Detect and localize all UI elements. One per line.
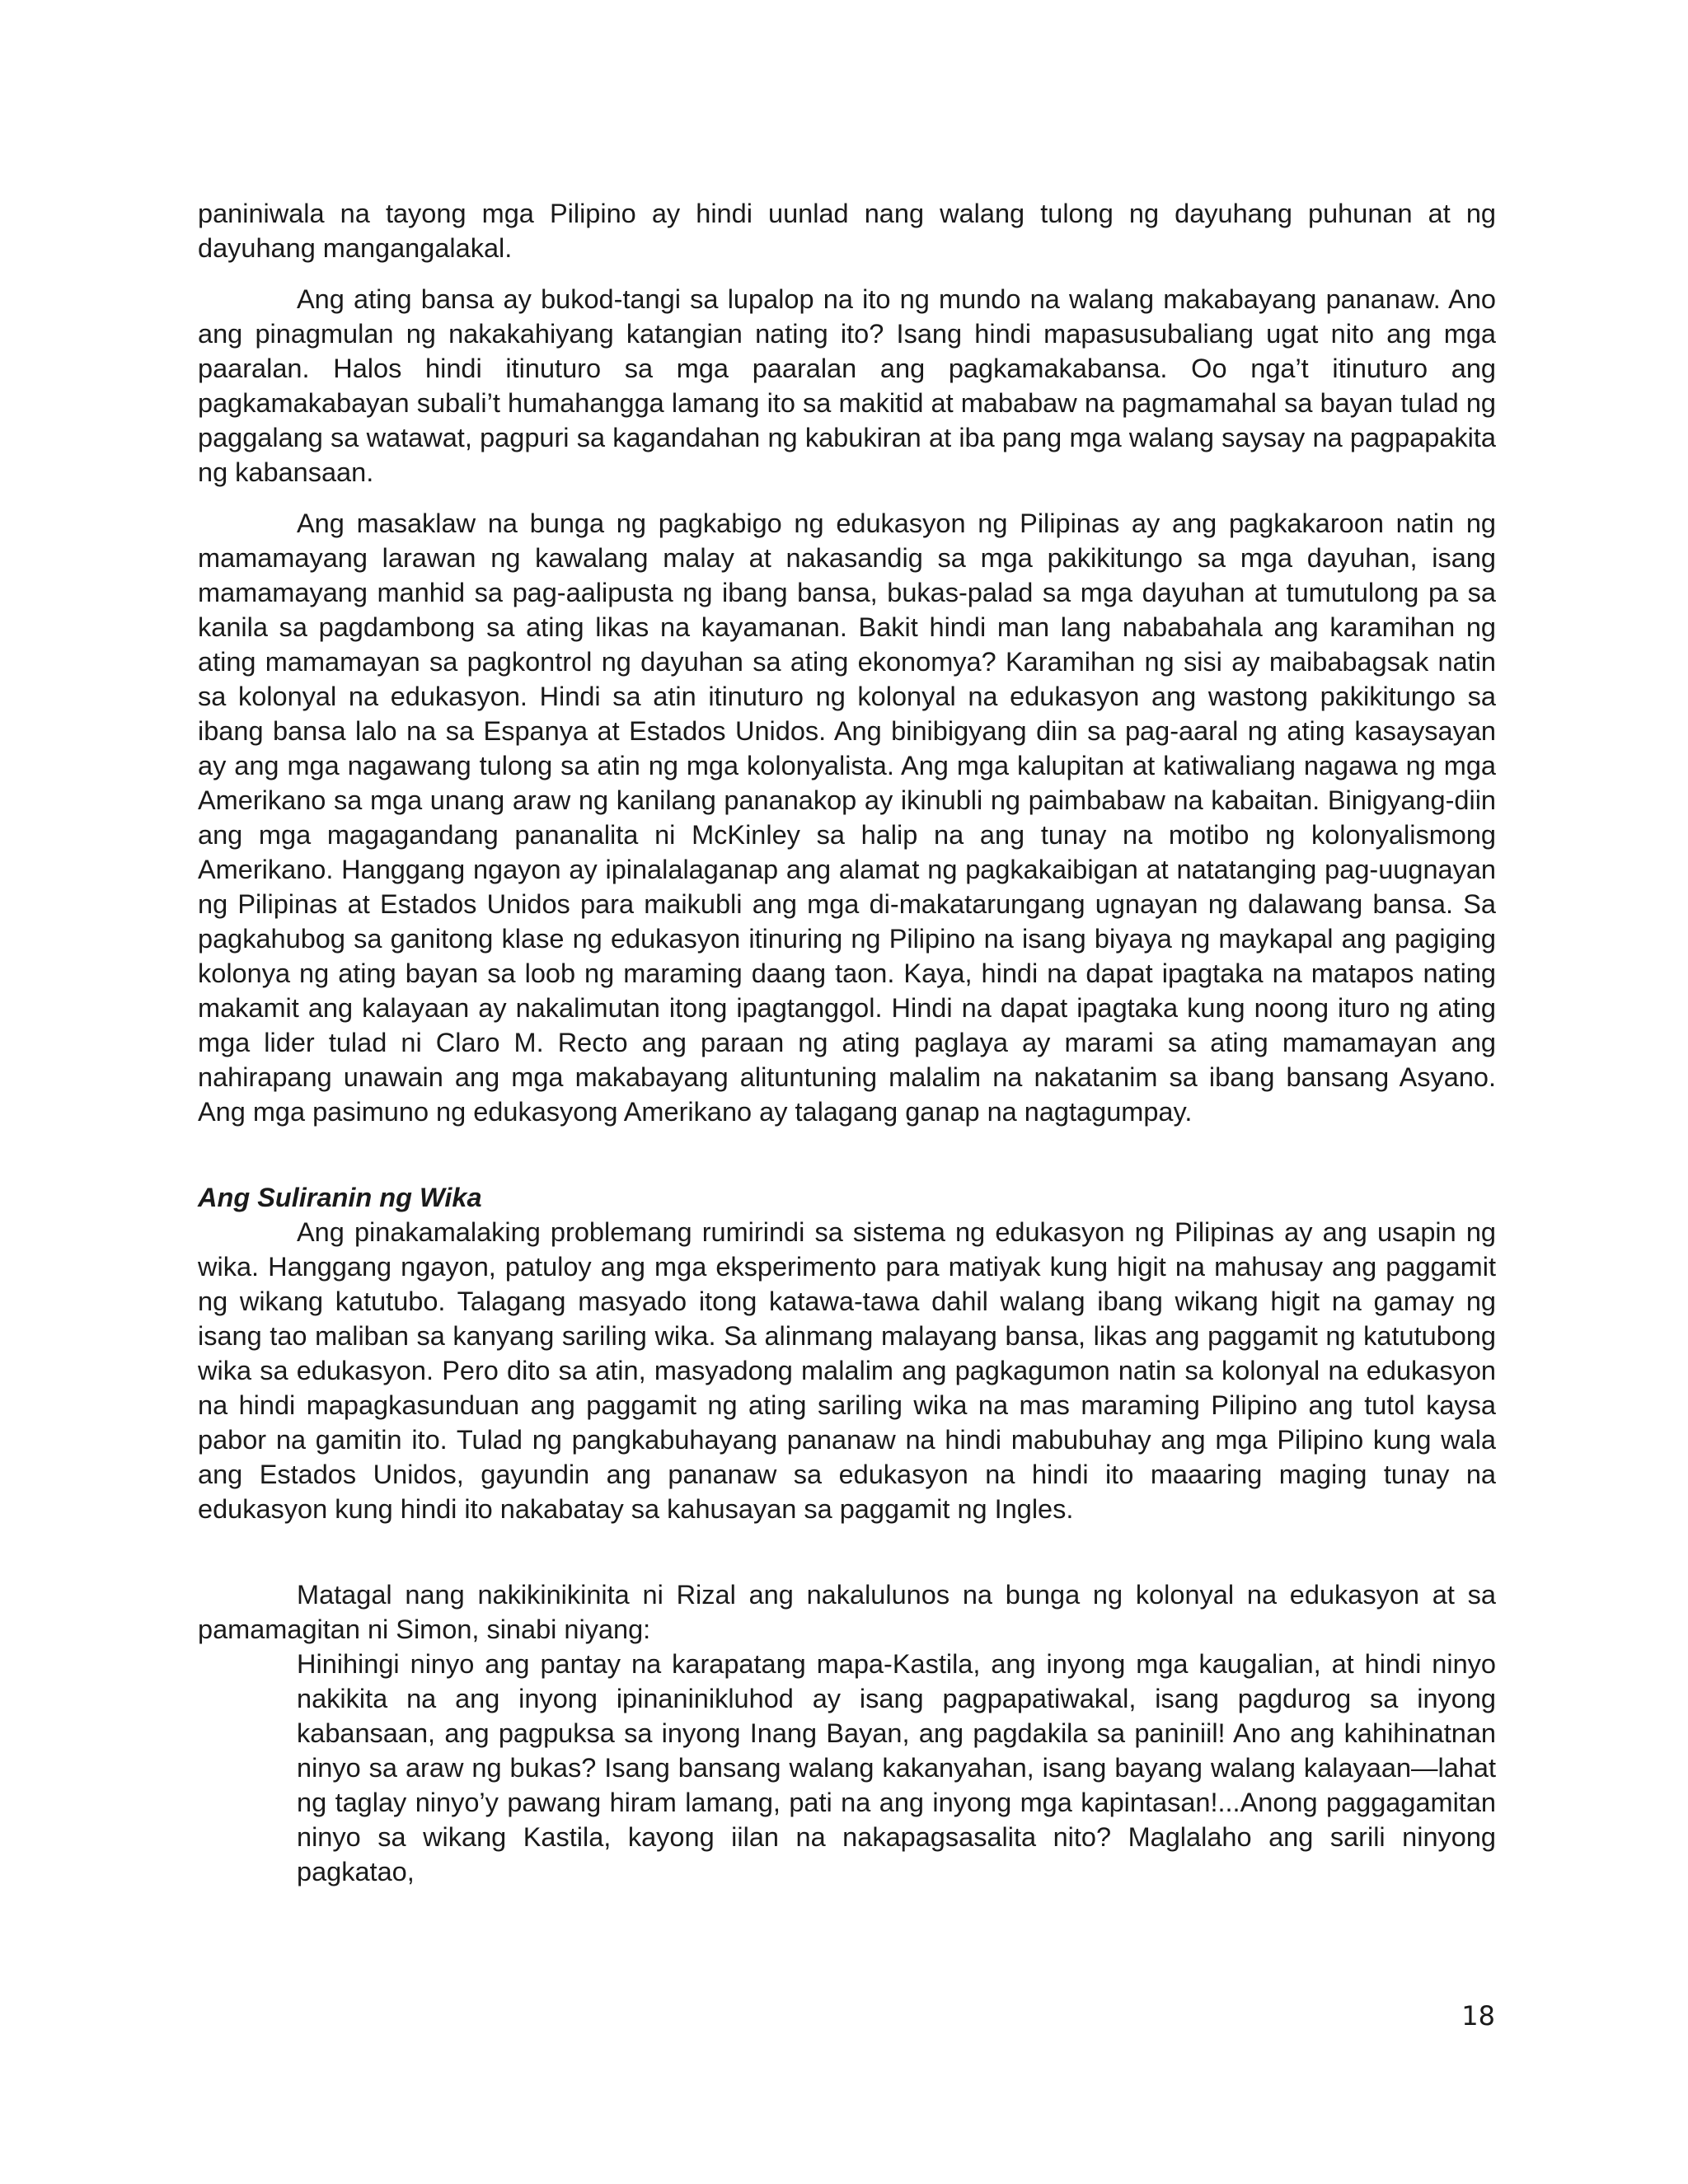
- paragraph-5: Matagal nang nakikinikinita ni Rizal ang nakalulunos na bunga ng kolonyal na edukasyon at sa pamamagitan ni Simon, sinabi niyang:: [198, 1580, 1496, 1644]
- page-number: 18: [1461, 2000, 1495, 2032]
- block-quote: Hinihingi ninyo ang pantay na karapatang mapa-Kastila, ang inyong mga kaugalian, at hindi ninyo nakikita na ang inyong ipinaninikluhod ay isang pagpapatiwakal, isang pagdurog sa inyong kabansaan, ang pagpuksa sa inyong Inang Bayan, ang pagdakila sa paniniil! Ano ang kahihinatnan ninyo sa araw ng bukas? Isang bansang walang kakanyahan, isang bayang walang kalayaan—lahat ng taglay ninyo’y pawang hiram lamang, pati na ang inyong mga kapintasan!...Anong paggagamitan ninyo sa wikang Kastila, kayong iilan na nakapagsasalita nito? Maglalaho ang sarili ninyong pagkatao,: [297, 1649, 1496, 1886]
- paragraph-1: paniniwala na tayong mga Pilipino ay hindi uunlad nang walang tulong ng dayuhang puhunan at ng dayuhang mangangalakal.: [198, 199, 1496, 263]
- section-heading: Ang Suliranin ng Wika: [198, 1183, 482, 1212]
- document-page: [198, 196, 1496, 1889]
- paragraph-2: Ang ating bansa ay bukod-tangi sa lupalop na ito ng mundo na walang makabayang pananaw. Ano ang pinagmulan ng nakakahiyang katangian nating ito? Isang hindi mapasusubaliang ugat nito ang mga paaralan. Halos hindi itinuturo sa mga paaralan ang pagkamakabansa. Oo nga’t itinuturo ang pagkamakabayan subali’t humahangga lamang ito sa makitid at mababaw na pagmamahal sa bayan tulad ng paggalang sa watawat, pagpuri sa kagandahan ng kabukiran at iba pang mga walang saysay na pagpapakita ng kabansaan.: [198, 284, 1496, 487]
- paragraph-4: Ang pinakamalaking problemang rumirindi sa sistema ng edukasyon ng Pilipinas ay ang usapin ng wika. Hanggang ngayon, patuloy ang mga eksperimento para matiyak kung higit na mahusay ang paggamit ng wikang katutubo. Talagang masyado itong katawa-tawa dahil walang ibang wikang higit na gamay ng isang tao maliban sa kanyang sariling wika. Sa alinmang malayang bansa, likas ang paggamit ng katutubong wika sa edukasyon. Pero dito sa atin, masyadong malalim ang pagkagumon natin sa kolonyal na edukasyon na hindi mapagkasunduan ang paggamit ng ating sariling wika na mas maraming Pilipino ang tutol kaysa pabor na gamitin ito. Tulad ng pangkabuhayang pananaw na hindi mabubuhay ang mga Pilipino kung wala ang Estados Unidos, gayundin ang pananaw sa edukasyon na hindi ito maaaring maging tunay na edukasyon kung hindi ito nakabatay sa kahusayan sa paggamit ng Ingles.: [198, 1217, 1496, 1524]
- paragraph-3: Ang masaklaw na bunga ng pagkabigo ng edukasyon ng Pilipinas ay ang pagkakaroon natin ng mamamayang larawan ng kawalang malay at nakasandig sa mga pakikitungo sa mga dayuhan, isang mamamayang manhid sa pag-aalipusta ng ibang bansa, bukas-palad sa mga dayuhan at tumutulong pa sa kanila sa pagdambong sa ating likas na kayamanan. Bakit hindi man lang nababahala ang karamihan ng ating mamamayan sa pagkontrol ng dayuhan sa ating ekonomya? Karamihan ng sisi ay maibabagsak natin sa kolonyal na edukasyon. Hindi sa atin itinuturo ng kolonyal na edukasyon ang wastong pakikitungo sa ibang bansa lalo na sa Espanya at Estados Unidos. Ang binibigyang diin sa pag-aaral ng ating kasaysayan ay ang mga nagawang tulong sa atin ng mga kolonyalista. Ang mga kalupitan at katiwaliang nagawa ng mga Amerikano sa mga unang araw ng kanilang pananakop ay ikinubli ng paimbabaw na kabaitan. Binigyang-diin ang mga magagandang pananalita ni McKinley sa halip na ang tunay na motibo ng kolonyalismong Amerikano. Hanggang ngayon ay ipinalalaganap ang alamat ng pagkakaibigan at natatanging pag-uugnayan ng Pilipinas at Estados Unidos para maikubli ang mga di-makatarungang ugnayan ng dalawang bansa. Sa pagkahubog sa ganitong klase ng edukasyon itinuring ng Pilipino na isang biyaya ng maykapal ang pagiging kolonya ng ating bayan sa loob ng maraming daang taon. Kaya, hindi na dapat ipagtaka na matapos nating makamit ang kalayaan ay nakalimutan itong ipagtanggol. Hindi na dapat ipagtaka kung noong ituro ng ating mga lider tulad ni Claro M. Recto ang paraan ng ating paglaya ay marami sa ating mamamayan ang nahirapang unawain ang mga makabayang alituntuning malalim na nakatanim sa ibang bansang Asyano. Ang mga pasimuno ng edukasyong Amerikano ay talagang ganap na nagtagumpay.: [198, 509, 1496, 1127]
